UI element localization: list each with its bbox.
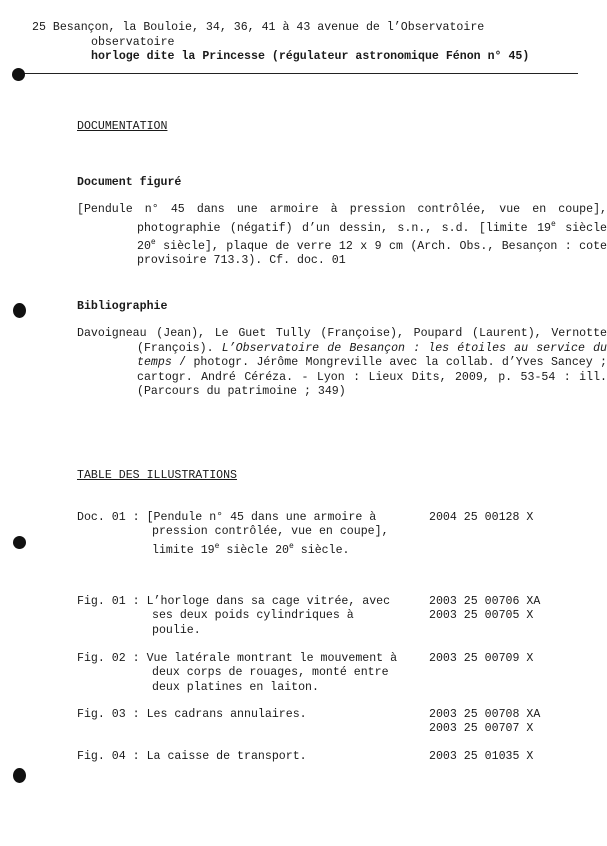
document-figure-text: [Pendule n° 45 dans une armoire à pression contrôlée, vue en coupe], photographie (négatif) d’un dessin, s.n., s.d. [limite 19e siècle 20e siècle], plaque de verre 12 x 9 cm (Arch. Obs., Besançon : cote provisoire 713.3). Cf. doc. 01: [77, 203, 607, 268]
header-location: 25 Besançon, la Bouloie, 34, 36, 41 à 43 avenue de l’Observatoire: [32, 21, 485, 34]
illustration-code: 2004 25 00128 X: [429, 511, 534, 524]
illustration-row-fig03: [77, 708, 402, 722]
illustration-caption: Fig. 02 : Vue latérale montrant le mouvement à deux corps de rouages, monté entre deux platines en laiton.: [77, 652, 398, 694]
header-building: observatoire: [91, 36, 175, 49]
illustration-code: 2003 25 00709 X: [429, 652, 534, 665]
binder-hole: [13, 768, 26, 783]
header-rule: [18, 73, 578, 74]
illustration-row-fig04: [77, 750, 402, 764]
header-object-title: horloge dite la Princesse (régulateur astronomique Fénon n° 45): [91, 50, 530, 63]
illustration-caption: Fig. 03 : Les cadrans annulaires.: [77, 708, 307, 721]
illustration-row-doc01: [77, 511, 402, 558]
binder-hole: [13, 303, 26, 318]
illustration-code: 2003 25 01035 X: [429, 750, 534, 763]
illustration-code: 2003 25 00707 X: [429, 722, 534, 735]
illustration-caption: Fig. 01 : L’horloge dans sa cage vitrée, avec ses deux poids cylindriques à poulie.: [77, 595, 391, 637]
illustration-row-fig01: [77, 595, 402, 638]
heading-document-figure: Document figuré: [77, 176, 182, 189]
heading-bibliographie: Bibliographie: [77, 300, 168, 313]
section-heading-illustrations: TABLE DES ILLUSTRATIONS: [77, 469, 238, 482]
binder-hole: [12, 68, 25, 81]
illustration-code: 2003 25 00706 XA: [429, 595, 541, 608]
bibliography-entry: Davoigneau (Jean), Le Guet Tully (Françoise), Poupard (Laurent), Vernotte (François). L’Observatoire de Besançon : les étoiles au service du temps / photogr. Jérôme Mongreville avec la collab. d’Yves Sancey ; cartogr. André Céréza. - Lyon : Lieux Dits, 2009, p. 53-54 : ill. (Parcours du patrimoine ; 349): [77, 327, 607, 398]
illustration-code: 2003 25 00705 X: [429, 609, 534, 622]
illustration-caption: Doc. 01 : [Pendule n° 45 dans une armoire à pression contrôlée, vue en coupe], limite 19e siècle 20e siècle.: [77, 511, 389, 557]
illustration-caption: Fig. 04 : La caisse de transport.: [77, 750, 307, 763]
illustration-code: 2003 25 00708 XA: [429, 708, 541, 721]
illustration-row-fig02: [77, 652, 402, 695]
section-heading-documentation: DOCUMENTATION: [77, 120, 168, 133]
binder-hole: [13, 536, 26, 549]
